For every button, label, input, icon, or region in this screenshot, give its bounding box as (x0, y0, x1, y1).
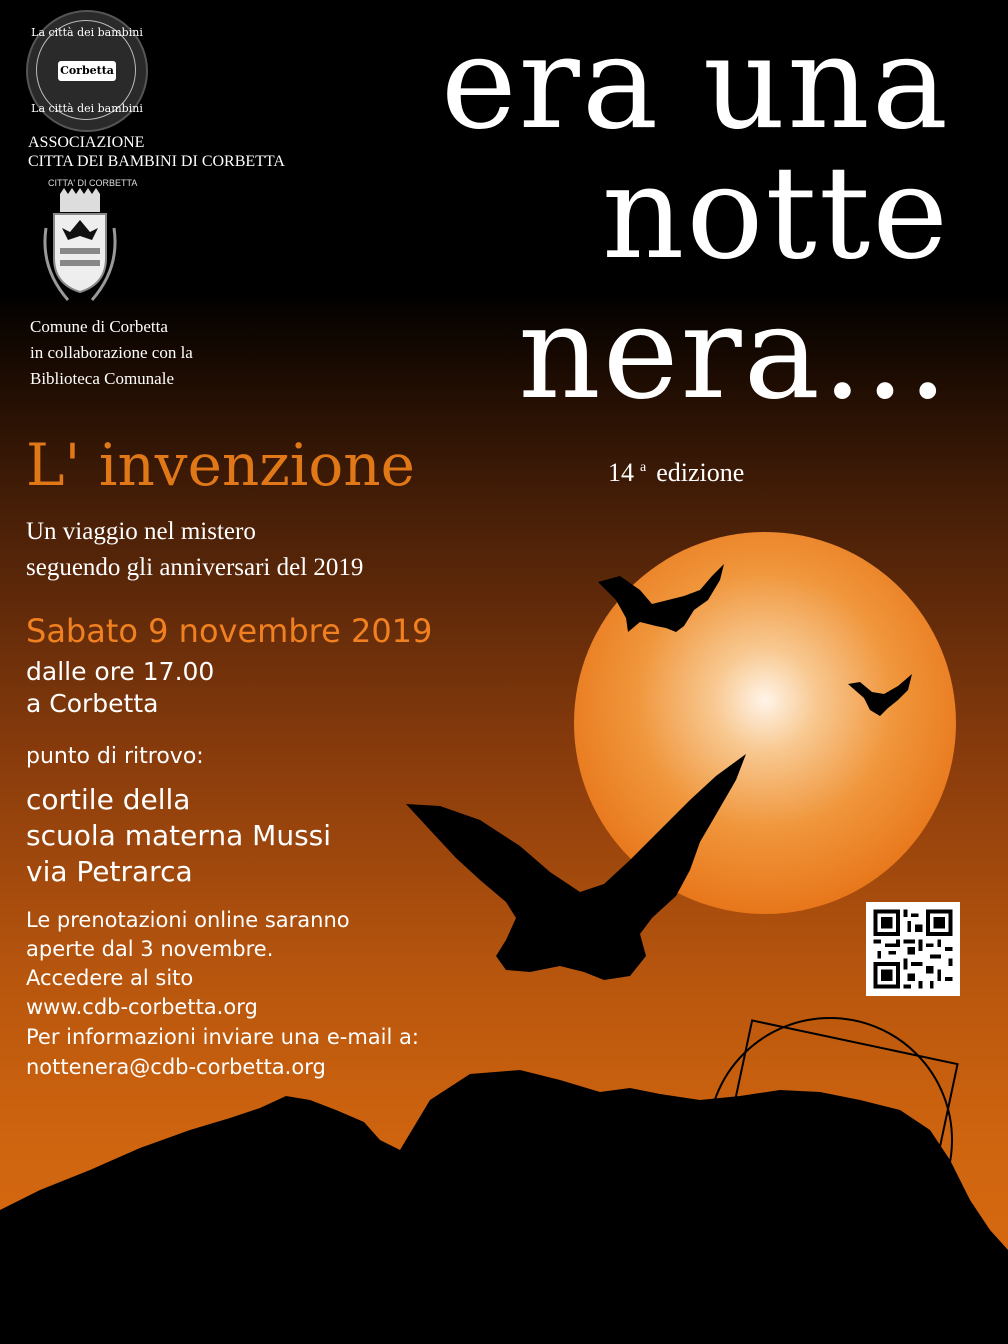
booking-website-link[interactable]: www.cdb-corbetta.org (26, 995, 258, 1019)
event-date: Sabato 9 novembre 2019 (26, 612, 433, 650)
comune-line-2: in collaborazione con la (30, 343, 193, 362)
contact-info (26, 1022, 419, 1082)
theme-subtitle (26, 514, 363, 586)
meeting-place (26, 782, 331, 890)
meeting-label: punto di ritrovo: (26, 744, 204, 769)
theme-title: L' invenzione (26, 431, 415, 499)
qr-code-icon (866, 902, 960, 996)
association-logo (26, 10, 148, 132)
comune-block (30, 314, 193, 392)
bat-silhouette (848, 674, 912, 716)
title-line-1: era una (440, 9, 950, 158)
event-place: a Corbetta (26, 689, 159, 718)
comune-line-1: Comune di Corbetta (30, 317, 168, 336)
meeting-line-2: scuola materna Mussi (26, 819, 332, 852)
qr-code[interactable] (866, 902, 960, 996)
machine-silhouettes (0, 1070, 1008, 1282)
comune-line-3: Biblioteca Comunale (30, 369, 174, 388)
edition-label (608, 458, 744, 488)
booking-line-3: Accedere al sito (26, 966, 194, 990)
logo-top-text: La città dei bambini (31, 26, 143, 39)
event-time-place (26, 656, 214, 720)
logo-bottom-text: La città dei bambini (31, 102, 143, 115)
edition-number: 14 (608, 458, 634, 487)
title-line-2: notte (601, 139, 950, 288)
meeting-line-3: via Petrarca (26, 855, 193, 888)
bat-silhouette (598, 564, 724, 632)
association-line-1: ASSOCIAZIONE (28, 134, 145, 151)
association-name (28, 133, 285, 171)
municipal-crest-icon (38, 188, 122, 308)
contact-line-1: Per informazioni inviare una e-mail a: (26, 1025, 419, 1049)
theme-subtitle-line-2: seguendo gli anniversari del 2019 (26, 554, 364, 581)
contact-email-link[interactable]: nottenera@cdb-corbetta.org (26, 1055, 326, 1079)
title-line-3: nera... (518, 279, 950, 428)
theme-subtitle-line-1: Un viaggio nel mistero (26, 518, 256, 545)
booking-info (26, 906, 350, 1022)
logo-center-text: Corbetta (58, 61, 116, 81)
booking-line-2: aperte dal 3 novembre. (26, 937, 274, 961)
bat-silhouette (406, 754, 746, 980)
edition-superscript: a (640, 460, 647, 475)
meeting-line-1: cortile della (26, 783, 191, 816)
crest-label: CITTA' DI CORBETTA (48, 178, 138, 188)
association-line-2: CITTA DEI BAMBINI DI CORBETTA (28, 153, 285, 170)
booking-line-1: Le prenotazioni online saranno (26, 908, 350, 932)
event-time: dalle ore 17.00 (26, 657, 215, 686)
edition-text: edizione (656, 458, 745, 487)
